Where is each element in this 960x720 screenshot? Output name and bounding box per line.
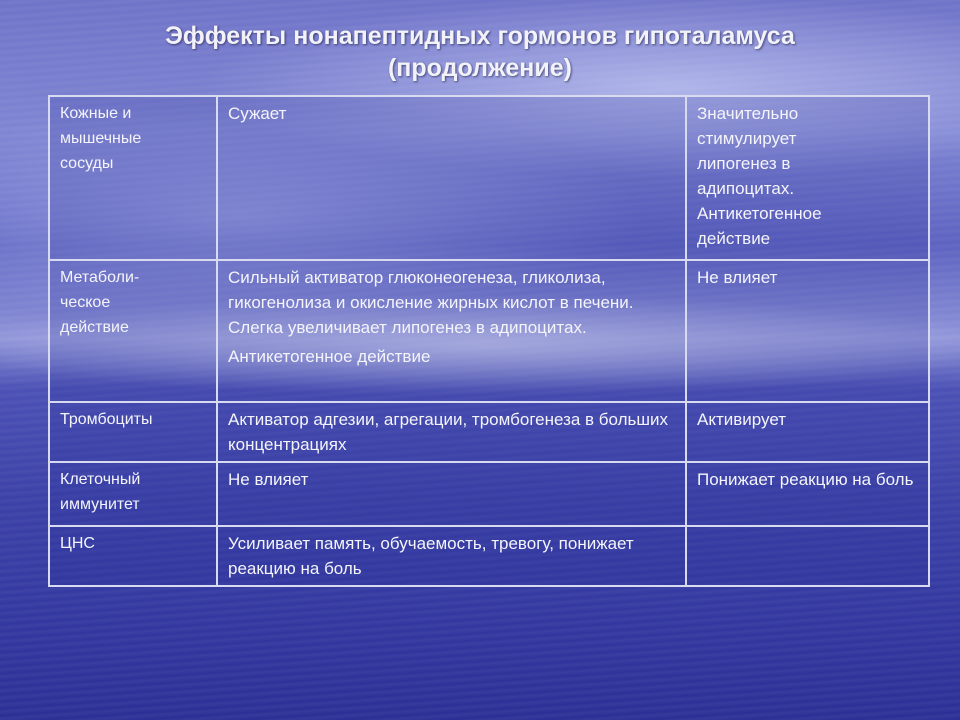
effect-a-cell: [217, 260, 686, 402]
effect-b-cell: [686, 526, 929, 586]
row-label-line: иммунитет: [60, 496, 140, 513]
row-label-cell: [49, 462, 217, 526]
table-row: [49, 260, 929, 402]
effect-b-cell: Активирует: [686, 402, 929, 462]
effect-a-cell: Усиливает память, обучаемость, тревогу, понижает реакцию на боль: [217, 526, 686, 586]
row-label-cell: Тромбоциты: [49, 402, 217, 462]
row-label-line: Метаболи-: [60, 269, 140, 286]
effect-a-text: Сильный активатор глюконеогенеза, гликолиза, гикогенолиза и окисление жирных кислот в печени. Слегка увеличивает липогенез в адипоцитах.: [228, 268, 634, 337]
effect-a-extra-text: Антикетогенное действие: [228, 347, 431, 366]
effect-b-line: Значительно: [697, 104, 799, 123]
effect-a-cell: Сужает: [217, 96, 686, 260]
table-row: [49, 526, 929, 586]
effect-b-cell: [686, 96, 929, 260]
effect-a-cell: Активатор адгезии, агрегации, тромбогенеза в больших концентрациях: [217, 402, 686, 462]
effect-b-line: Антикетогенное: [697, 204, 822, 223]
row-label-line: действие: [60, 319, 129, 336]
effect-b-line: липогенез в: [697, 154, 791, 173]
row-label-cell: [49, 96, 217, 260]
effect-b-cell: Не влияет: [686, 260, 929, 402]
effect-b-cell: Понижает реакцию на боль: [686, 462, 929, 526]
table-row: [49, 462, 929, 526]
row-label-line: ческое: [60, 294, 111, 311]
row-label-line: мышечные: [60, 130, 142, 147]
row-label-line: Клеточный: [60, 471, 141, 488]
slide-title-line1: Эффекты нонапептидных гормонов гипоталамуса: [165, 22, 795, 50]
row-label-line: сосуды: [60, 155, 114, 172]
effect-a-cell: Не влияет: [217, 462, 686, 526]
row-label-cell: [49, 260, 217, 402]
effect-b-line: стимулирует: [697, 129, 797, 148]
effect-b-line: адипоцитах.: [697, 179, 795, 198]
row-label-line: Кожные и: [60, 105, 132, 122]
row-label-cell: ЦНС: [49, 526, 217, 586]
slide-title: [0, 20, 960, 84]
effects-table: [48, 95, 930, 587]
effect-b-line: действие: [697, 229, 771, 248]
table-row: [49, 96, 929, 260]
slide-title-line2: (продолжение): [387, 54, 573, 82]
table-row: [49, 402, 929, 462]
